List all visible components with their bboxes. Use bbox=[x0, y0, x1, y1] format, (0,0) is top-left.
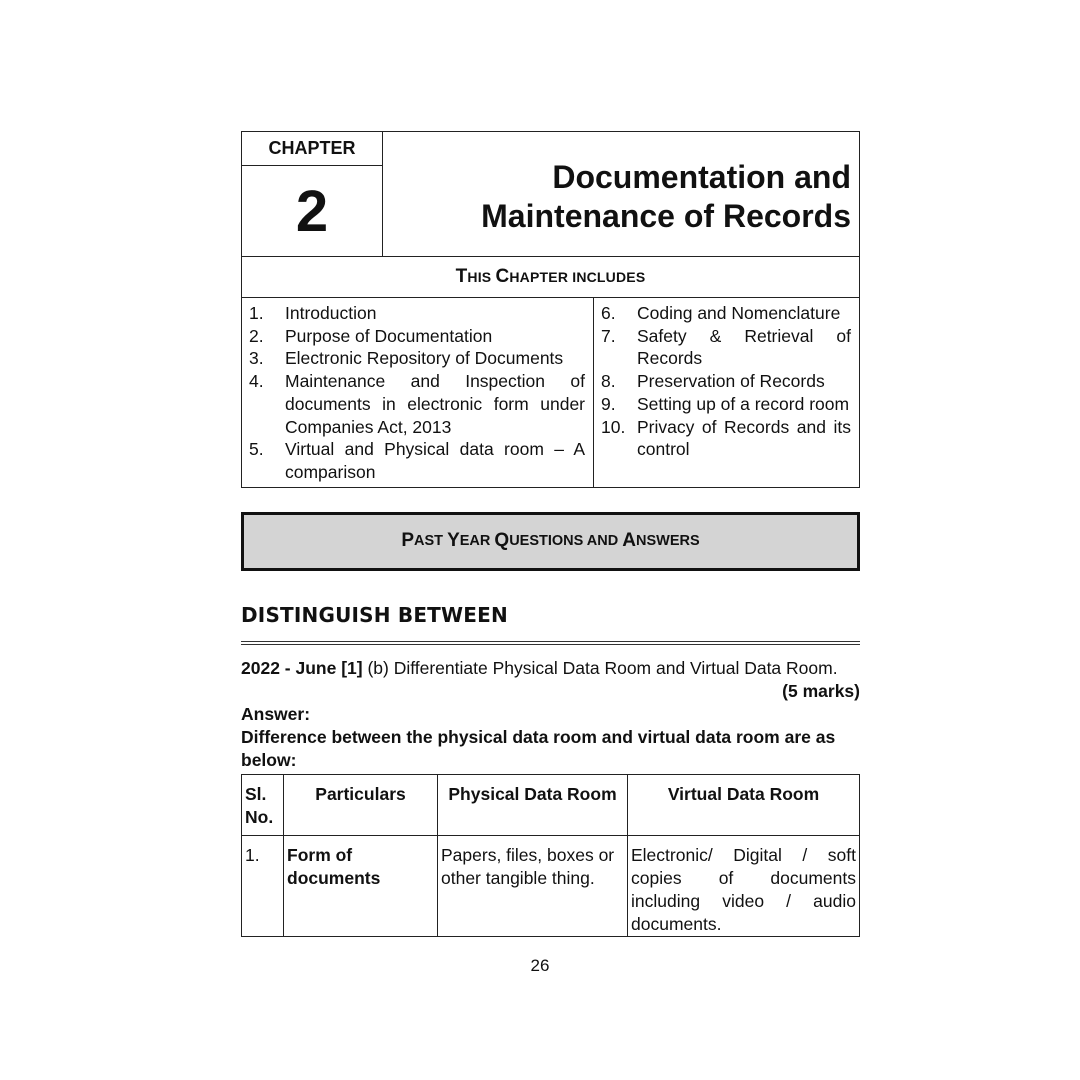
list-item: 4. Maintenance and Inspection of documents in electronic form under Companies Act, 2013 bbox=[249, 371, 585, 437]
list-item: 9. Setting up of a record room bbox=[601, 393, 850, 414]
question-marks: (5 marks) bbox=[782, 680, 860, 701]
column-header-sl-no: Sl. No. bbox=[242, 774, 284, 835]
list-item: 3. Electronic Repository of Documents bbox=[249, 348, 564, 369]
question-text: 2022 - June [1] (b) Differentiate Physical Data Room and Virtual Data Room. bbox=[241, 657, 838, 678]
cell-virtual: Electronic/ Digital / soft copies of documents including video / audio documents. bbox=[628, 835, 860, 936]
chapter-label: CHAPTER bbox=[242, 132, 382, 166]
column-header-physical: Physical Data Room bbox=[438, 774, 628, 835]
includes-left-column bbox=[242, 298, 594, 487]
document-page bbox=[241, 131, 860, 937]
includes-right-column bbox=[594, 298, 859, 487]
cell-particulars: Form of documents bbox=[284, 835, 438, 936]
comparison-table bbox=[241, 774, 860, 937]
question-reference: 2022 - June [1] bbox=[241, 657, 363, 678]
table-header-row bbox=[242, 774, 860, 835]
chapter-includes-heading: T HIS C HAPTER INCLUDES bbox=[242, 257, 859, 298]
answer-intro: Difference between the physical data room and virtual data room are as below: bbox=[241, 726, 836, 770]
section-heading: DISTINGUISH BETWEEN bbox=[241, 602, 508, 627]
list-item: 8. Preservation of Records bbox=[601, 371, 825, 392]
past-year-questions-banner: P AST Y EAR Q UESTIONS AND A NSWERS bbox=[241, 512, 860, 571]
list-item: 6. Coding and Nomenclature bbox=[601, 303, 841, 323]
column-header-particulars: Particulars bbox=[284, 774, 438, 835]
chapter-title-line-1: Documentation and bbox=[552, 159, 851, 195]
answer-label: Answer: bbox=[241, 703, 311, 724]
chapter-header bbox=[241, 131, 860, 257]
chapter-title bbox=[383, 132, 859, 256]
list-item: 5. Virtual and Physical data room – A comparison bbox=[249, 439, 585, 482]
list-item: 2. Purpose of Documentation bbox=[249, 325, 493, 346]
page-number: 26 bbox=[530, 956, 550, 975]
column-header-virtual: Virtual Data Room bbox=[628, 774, 860, 835]
table-row bbox=[242, 835, 860, 936]
chapter-number-box bbox=[242, 132, 383, 256]
list-item: 1. Introduction bbox=[249, 303, 377, 323]
cell-physical: Papers, files, boxes or other tangible thing. bbox=[438, 835, 628, 936]
list-item: 7. Safety & Retrieval of Records bbox=[601, 325, 851, 369]
chapter-number: 2 bbox=[295, 178, 329, 244]
chapter-includes-box bbox=[241, 257, 860, 488]
chapter-title-line-2: Maintenance of Records bbox=[481, 198, 851, 234]
cell-sl-no: 1. bbox=[242, 835, 284, 936]
double-rule-divider bbox=[241, 641, 860, 645]
list-item: 10. Privacy of Records and its control bbox=[601, 416, 851, 460]
